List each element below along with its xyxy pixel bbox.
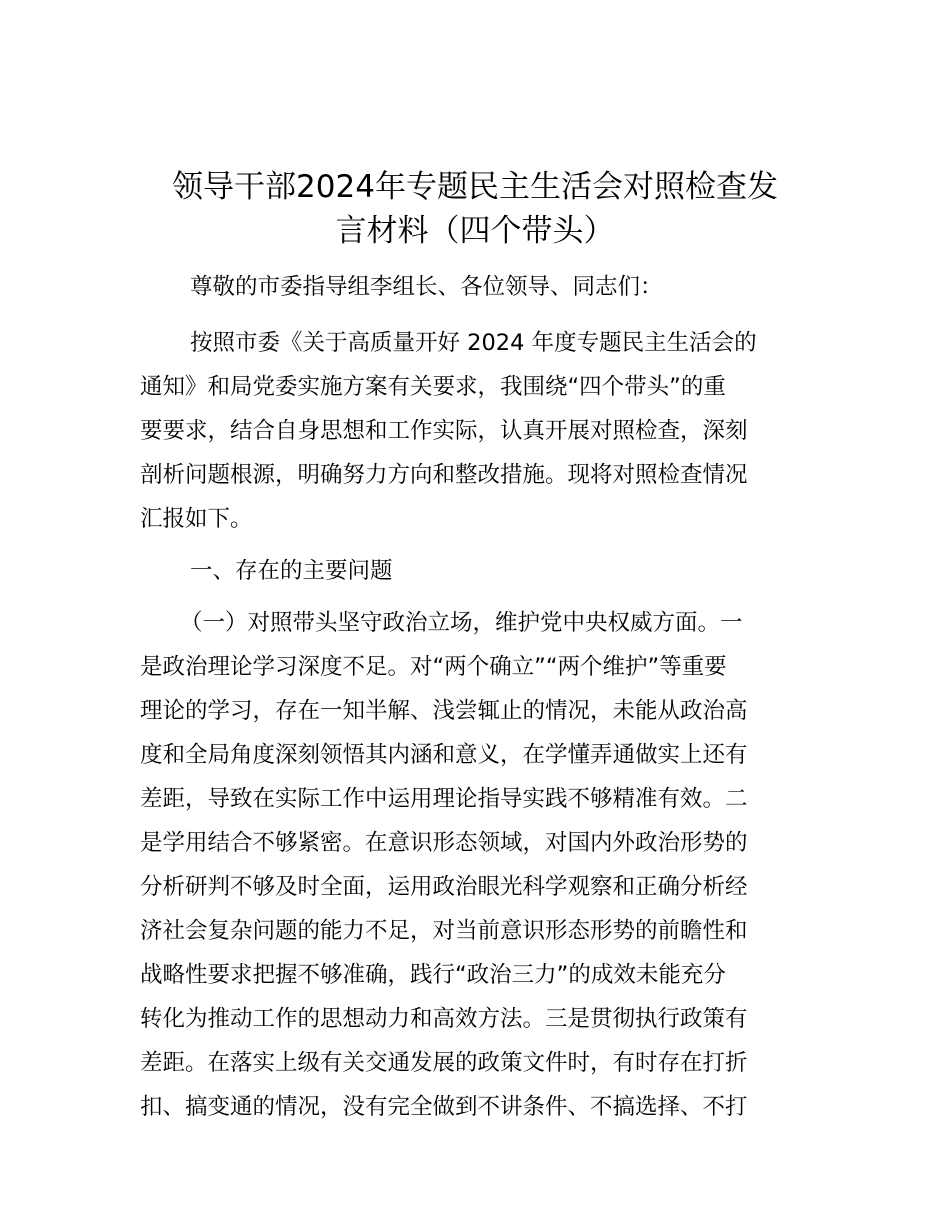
section1-line-8: 济社会复杂问题的能力不足，对当前意识形态形势的前瞻性和 (140, 918, 748, 944)
intro-line-4: 剖析问题根源，明确努力方向和整改措施。现将对照检查情况 (140, 462, 748, 488)
intro-line-3: 要要求，结合自身思想和工作实际，认真开展对照检查，深刻 (140, 418, 748, 444)
section1-line-9: 战略性要求把握不够准确，践行“政治三力”的成效未能充分 (140, 962, 726, 988)
title-line-1: 领导干部2024年专题民主生活会对照检查发 (172, 169, 778, 205)
section1-line-12: 扣、搞变通的情况，没有完全做到不讲条件、不搞选择、不打 (140, 1094, 748, 1120)
intro-line-5: 汇报如下。 (140, 506, 253, 532)
section1-line-10: 转化为推动工作的思想动力和高效方法。三是贯彻执行政策有 (140, 1006, 748, 1032)
section-heading: 一、存在的主要问题 (190, 558, 393, 584)
title-line-2: 言材料（四个带头） (335, 213, 615, 249)
document-title (140, 165, 810, 253)
section1-line-11: 差距。在落实上级有关交通发展的政策文件时，有时存在打折 (140, 1050, 748, 1076)
section1-line-5: 差距，导致在实际工作中运用理论指导实践不够精准有效。二 (140, 786, 748, 812)
section1-line-3: 理论的学习，存在一知半解、浅尝辄止的情况，未能从政治高 (140, 698, 748, 724)
section1-line-4: 度和全局角度深刻领悟其内涵和意义，在学懂弄通做实上还有 (140, 742, 748, 768)
section1-line-2: 是政治理论学习深度不足。对“两个确立”“两个维护”等重要 (140, 654, 727, 680)
section1-line-6: 是学用结合不够紧密。在意识形态领域，对国内外政治形势的 (140, 830, 748, 856)
section1-line-1: （一）对照带头坚守政治立场，维护党中央权威方面。一 (180, 610, 743, 636)
salutation: 尊敬的市委指导组李组长、各位领导、同志们： (190, 274, 663, 300)
intro-line-2: 通知》和局党委实施方案有关要求，我围绕“四个带头”的重 (140, 374, 726, 400)
intro-line-1: 按照市委《关于高质量开好 2024 年度专题民主生活会的 (190, 330, 757, 356)
section1-line-7: 分析研判不够及时全面，运用政治眼光科学观察和正确分析经 (140, 874, 748, 900)
